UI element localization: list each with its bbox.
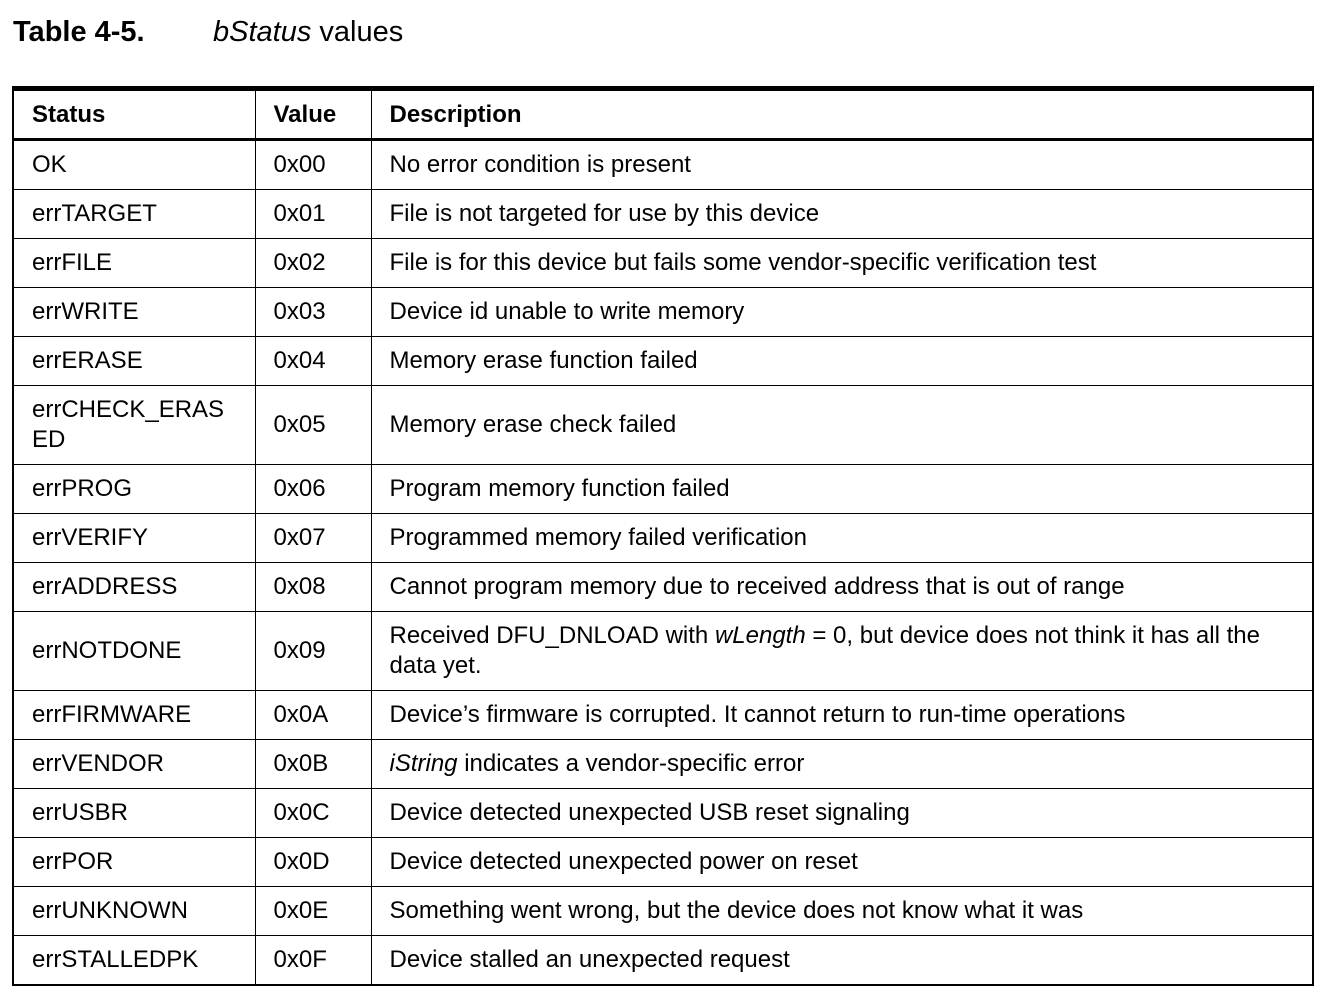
header-row xyxy=(13,89,1313,140)
bstatus-table xyxy=(12,86,1314,986)
description-cell: File is for this device but fails some vendor-specific verification test xyxy=(371,239,1313,288)
value-cell: 0x0E xyxy=(255,887,371,936)
status-cell: errPROG xyxy=(13,465,255,514)
value-cell: 0x01 xyxy=(255,190,371,239)
value-cell: 0x05 xyxy=(255,386,371,465)
value-cell: 0x07 xyxy=(255,514,371,563)
value-cell: 0x06 xyxy=(255,465,371,514)
description-cell: Device stalled an unexpected request xyxy=(371,936,1313,986)
table-row xyxy=(13,612,1313,691)
description-cell xyxy=(371,740,1313,789)
value-cell: 0x09 xyxy=(255,612,371,691)
status-cell: errVENDOR xyxy=(13,740,255,789)
value-cell: 0x00 xyxy=(255,140,371,190)
value-cell: 0x0A xyxy=(255,691,371,740)
table-row xyxy=(13,239,1313,288)
description-cell: Programmed memory failed verification xyxy=(371,514,1313,563)
description-cell: Something went wrong, but the device does not know what it was xyxy=(371,887,1313,936)
description-text: Received DFU_DNLOAD with xyxy=(389,622,715,649)
table-title-italic: bStatus xyxy=(213,16,312,48)
table-row xyxy=(13,789,1313,838)
description-cell: Memory erase check failed xyxy=(371,386,1313,465)
status-cell: errSTALLEDPK xyxy=(13,936,255,986)
value-cell: 0x0D xyxy=(255,838,371,887)
description-text: = 0, but device does not think it has all the data yet. xyxy=(389,622,1260,679)
table-caption xyxy=(13,14,403,50)
table-row xyxy=(13,936,1313,986)
table-row xyxy=(13,337,1313,386)
value-cell: 0x0C xyxy=(255,789,371,838)
description-term: wLength xyxy=(714,622,806,649)
value-cell: 0x04 xyxy=(255,337,371,386)
table-row xyxy=(13,740,1313,789)
status-cell: errERASE xyxy=(13,337,255,386)
status-cell: errADDRESS xyxy=(13,563,255,612)
status-cell: errWRITE xyxy=(13,288,255,337)
table-title-rest: values xyxy=(311,16,404,48)
table-row xyxy=(13,691,1313,740)
description-text: indicates a vendor-specific error xyxy=(457,750,805,777)
table-row xyxy=(13,386,1313,465)
table-row xyxy=(13,190,1313,239)
value-cell: 0x0F xyxy=(255,936,371,986)
description-cell: Cannot program memory due to received address that is out of range xyxy=(371,563,1313,612)
status-cell: errCHECK_ERASED xyxy=(13,386,255,465)
status-cell: errPOR xyxy=(13,838,255,887)
status-cell: errTARGET xyxy=(13,190,255,239)
header-description: Description xyxy=(371,89,1313,140)
description-cell: Program memory function failed xyxy=(371,465,1313,514)
value-cell: 0x02 xyxy=(255,239,371,288)
description-cell: File is not targeted for use by this device xyxy=(371,190,1313,239)
table-row xyxy=(13,288,1313,337)
status-cell: errUSBR xyxy=(13,789,255,838)
description-term: iString xyxy=(389,750,458,777)
status-cell: errUNKNOWN xyxy=(13,887,255,936)
status-cell: errFIRMWARE xyxy=(13,691,255,740)
description-cell xyxy=(371,612,1313,691)
table-row xyxy=(13,514,1313,563)
table-row xyxy=(13,465,1313,514)
description-cell: Device detected unexpected USB reset signaling xyxy=(371,789,1313,838)
table-title xyxy=(213,16,403,48)
header-value: Value xyxy=(255,89,371,140)
description-cell: Device’s firmware is corrupted. It cannot return to run-time operations xyxy=(371,691,1313,740)
table-row xyxy=(13,140,1313,190)
status-cell: errNOTDONE xyxy=(13,612,255,691)
description-cell: Memory erase function failed xyxy=(371,337,1313,386)
table-row xyxy=(13,838,1313,887)
status-cell: errFILE xyxy=(13,239,255,288)
table-number: Table 4-5. xyxy=(13,16,145,48)
value-cell: 0x08 xyxy=(255,563,371,612)
value-cell: 0x0B xyxy=(255,740,371,789)
table-row xyxy=(13,887,1313,936)
description-cell: Device id unable to write memory xyxy=(371,288,1313,337)
description-cell: No error condition is present xyxy=(371,140,1313,190)
table-row xyxy=(13,563,1313,612)
header-status: Status xyxy=(13,89,255,140)
status-cell: OK xyxy=(13,140,255,190)
description-cell: Device detected unexpected power on reset xyxy=(371,838,1313,887)
status-cell: errVERIFY xyxy=(13,514,255,563)
value-cell: 0x03 xyxy=(255,288,371,337)
